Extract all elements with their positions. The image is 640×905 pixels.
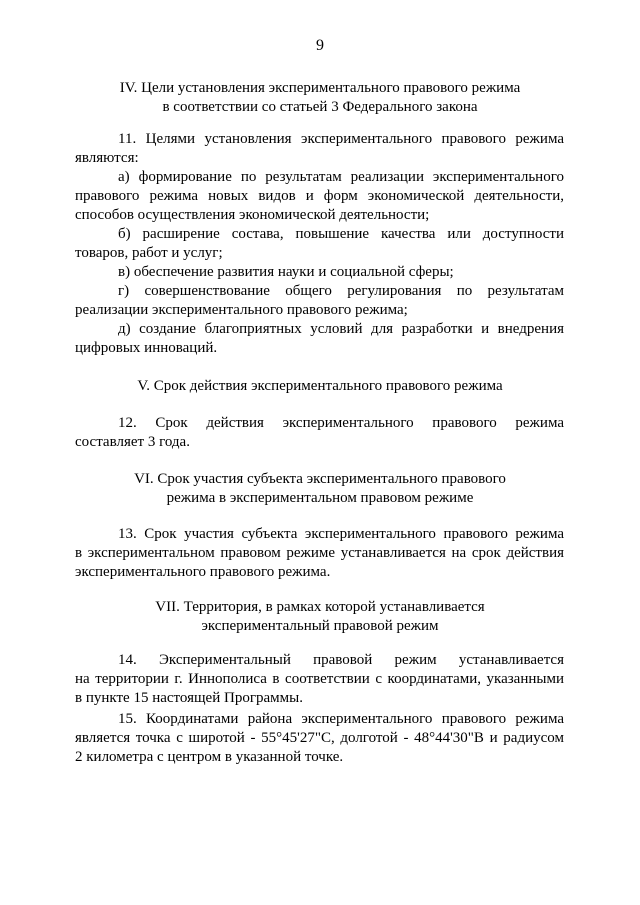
- heading-line: IV. Цели установления экспериментального правового режима: [119, 80, 521, 96]
- text-line: в пункте 15 настоящей Программы.: [75, 690, 303, 706]
- text-line: реализации экспериментального правового режима;: [75, 302, 408, 318]
- text-line: на территории г. Иннополиса в соответствии с координатами, указанными: [75, 671, 564, 687]
- heading-line: режима в экспериментальном правовом режиме: [166, 490, 474, 506]
- page-number: 9: [316, 37, 324, 54]
- section-heading-vi: [70, 470, 570, 508]
- text-line: 11. Целями установления экспериментального правового режима: [118, 131, 564, 147]
- paragraph-14: [75, 651, 564, 708]
- text-line: товаров, работ и услуг;: [75, 245, 223, 261]
- paragraph-13: [75, 525, 564, 582]
- section-heading-iv: [70, 79, 570, 117]
- text-line: 15. Координатами района экспериментального правового режима: [118, 711, 564, 727]
- text-line: 13. Срок участия субъекта экспериментального правового режима: [118, 526, 564, 542]
- text-line: б) расширение состава, повышение качества или доступности: [118, 226, 564, 242]
- section-heading-v: [70, 377, 570, 396]
- text-line: в экспериментальном правовом режиме устанавливается на срок действия: [75, 545, 564, 561]
- text-line: является точка с широтой - 55°45'27"С, долготой - 48°44'30"В и радиусом: [75, 730, 564, 746]
- text-line: г) совершенствование общего регулирования по результатам: [118, 283, 564, 299]
- text-line: экспериментального правового режима.: [75, 564, 331, 580]
- paragraph-12: [75, 414, 564, 452]
- paragraph-11: [75, 130, 564, 358]
- section-heading-vii: [70, 598, 570, 636]
- text-line: являются:: [75, 150, 139, 166]
- text-line: 14. Экспериментальный правовой режим устанавливается: [118, 652, 564, 668]
- heading-line: VII. Территория, в рамках которой устанавливается: [155, 599, 485, 615]
- paragraph-15: [75, 710, 564, 767]
- heading-line: VI. Срок участия субъекта экспериментального правового: [134, 471, 506, 487]
- text-line: составляет 3 года.: [75, 434, 190, 450]
- heading-line: экспериментальный правовой режим: [201, 618, 439, 634]
- text-line: способов осуществления экономической деятельности;: [75, 207, 430, 223]
- text-line: 2 километра с центром в указанной точке.: [75, 749, 344, 765]
- text-line: а) формирование по результатам реализации экспериментального: [118, 169, 564, 185]
- heading-line: V. Срок действия экспериментального правового режима: [137, 378, 503, 394]
- text-line: 12. Срок действия экспериментального правового режима: [118, 415, 564, 431]
- text-line: цифровых инноваций.: [75, 340, 218, 356]
- text-line: д) создание благоприятных условий для разработки и внедрения: [118, 321, 564, 337]
- heading-line: в соответствии со статьей 3 Федерального закона: [162, 99, 478, 115]
- text-line: в) обеспечение развития науки и социальной сферы;: [118, 264, 454, 280]
- text-line: правового режима новых видов и форм экономической деятельности,: [75, 188, 564, 204]
